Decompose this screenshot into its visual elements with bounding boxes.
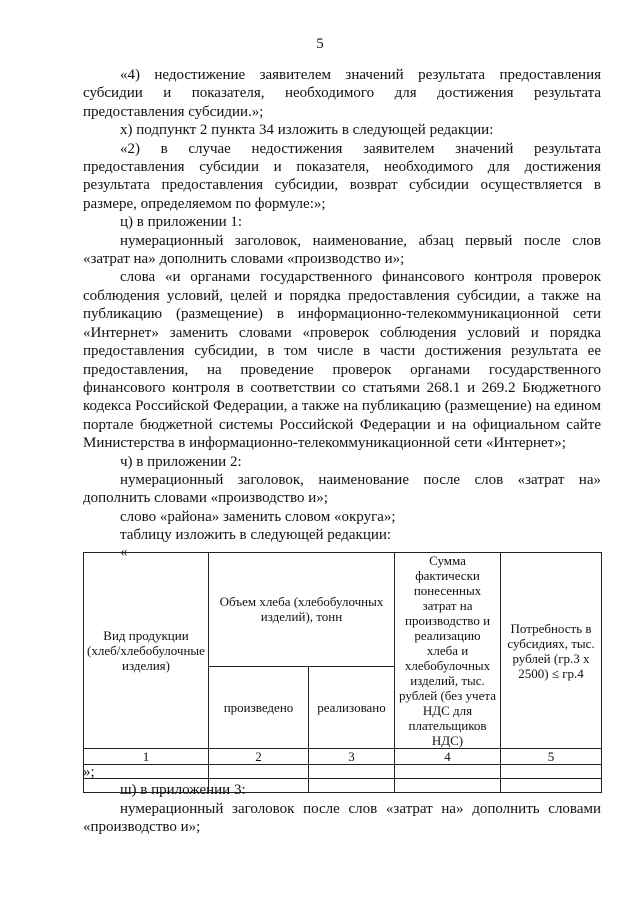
paragraph: х) подпункт 2 пункта 34 изложить в следующей редакции: [120,122,494,139]
header-sold: реализовано [309,666,395,748]
paragraph: нумерационный заголовок, наименование, абзац первый после слов «затрат на» дополнить словами «производство и»; [83,232,601,268]
paragraph: слова «и органами государственного финансового контроля проверок соблюдения условий, целей и порядка предоставления субсидии, а также на публикацию (размещение) в информационно-телекоммуникационной сети «Интернет» заменить словами «проверок соблюдения условий и порядка предоставления субсидии, в том числе в части достижения результата ее предоставления, на проведение проверок органами государственного финансового контроля в соответствии со статьями 268.1 и 269.2 Бюджетного кодекса Российской Федерации, а также на публикацию (размещение) на едином портале бюджетной системы Российской Федерации и на официальном сайте Министерства в информационно-телекоммуникационной сети «Интернет»; [83,269,601,452]
paragraph: «2) в случае недостижения заявителем значений результата предоставления субсидии и показателя, необходимого для достижения результата предоставления субсидии, возврат субсидии осуществляется в размере, определяемом по формуле:»; [83,140,601,212]
column-number: 3 [309,749,395,765]
column-number: 1 [84,749,209,765]
page-number: 5 [316,36,324,52]
paragraph: таблицу изложить в следующей редакции: [120,527,392,544]
paragraph: нумерационный заголовок, наименование после слов «затрат на» дополнить словами «производство и»; [83,471,601,507]
paragraph: ч) в приложении 2: [120,453,242,470]
column-number: 4 [395,749,501,765]
document-tail [83,763,601,837]
paragraph: «4) недостижение заявителем значений результата предоставления субсидии и показателя, необходимого для достижения результата предоставления субсидии.»; [83,67,601,120]
header-produced: произведено [209,666,309,748]
header-product-type: Вид продукции (хлеб/хлебобулочные изделия) [84,553,209,749]
paragraph: нумерационный заголовок после слов «затрат на» дополнить словами «производство и»; [83,800,601,836]
subsidy-table [83,552,602,793]
column-number: 2 [209,749,309,765]
paragraph: ш) в приложении 3: [120,782,246,799]
column-number: 5 [501,749,602,765]
header-bread-volume: Объем хлеба (хлебобулочных изделий), тонн [209,553,395,667]
paragraph: ц) в приложении 1: [120,214,243,231]
quote-open-mark: « [120,543,128,560]
paragraph: слово «района» заменить словом «округа»; [120,508,396,525]
quote-close-mark: »; [83,764,95,780]
header-actual-costs: Сумма фактически понесенных затрат на производство и реализацию хлеба и хлебобулочных изделий, тыс. рублей (без учета НДС для плательщиков НДС) [395,553,501,749]
header-subsidy-need: Потребность в субсидиях, тыс. рублей (гр.3 x 2500) ≤ гр.4 [501,553,602,749]
document-body [83,66,601,559]
